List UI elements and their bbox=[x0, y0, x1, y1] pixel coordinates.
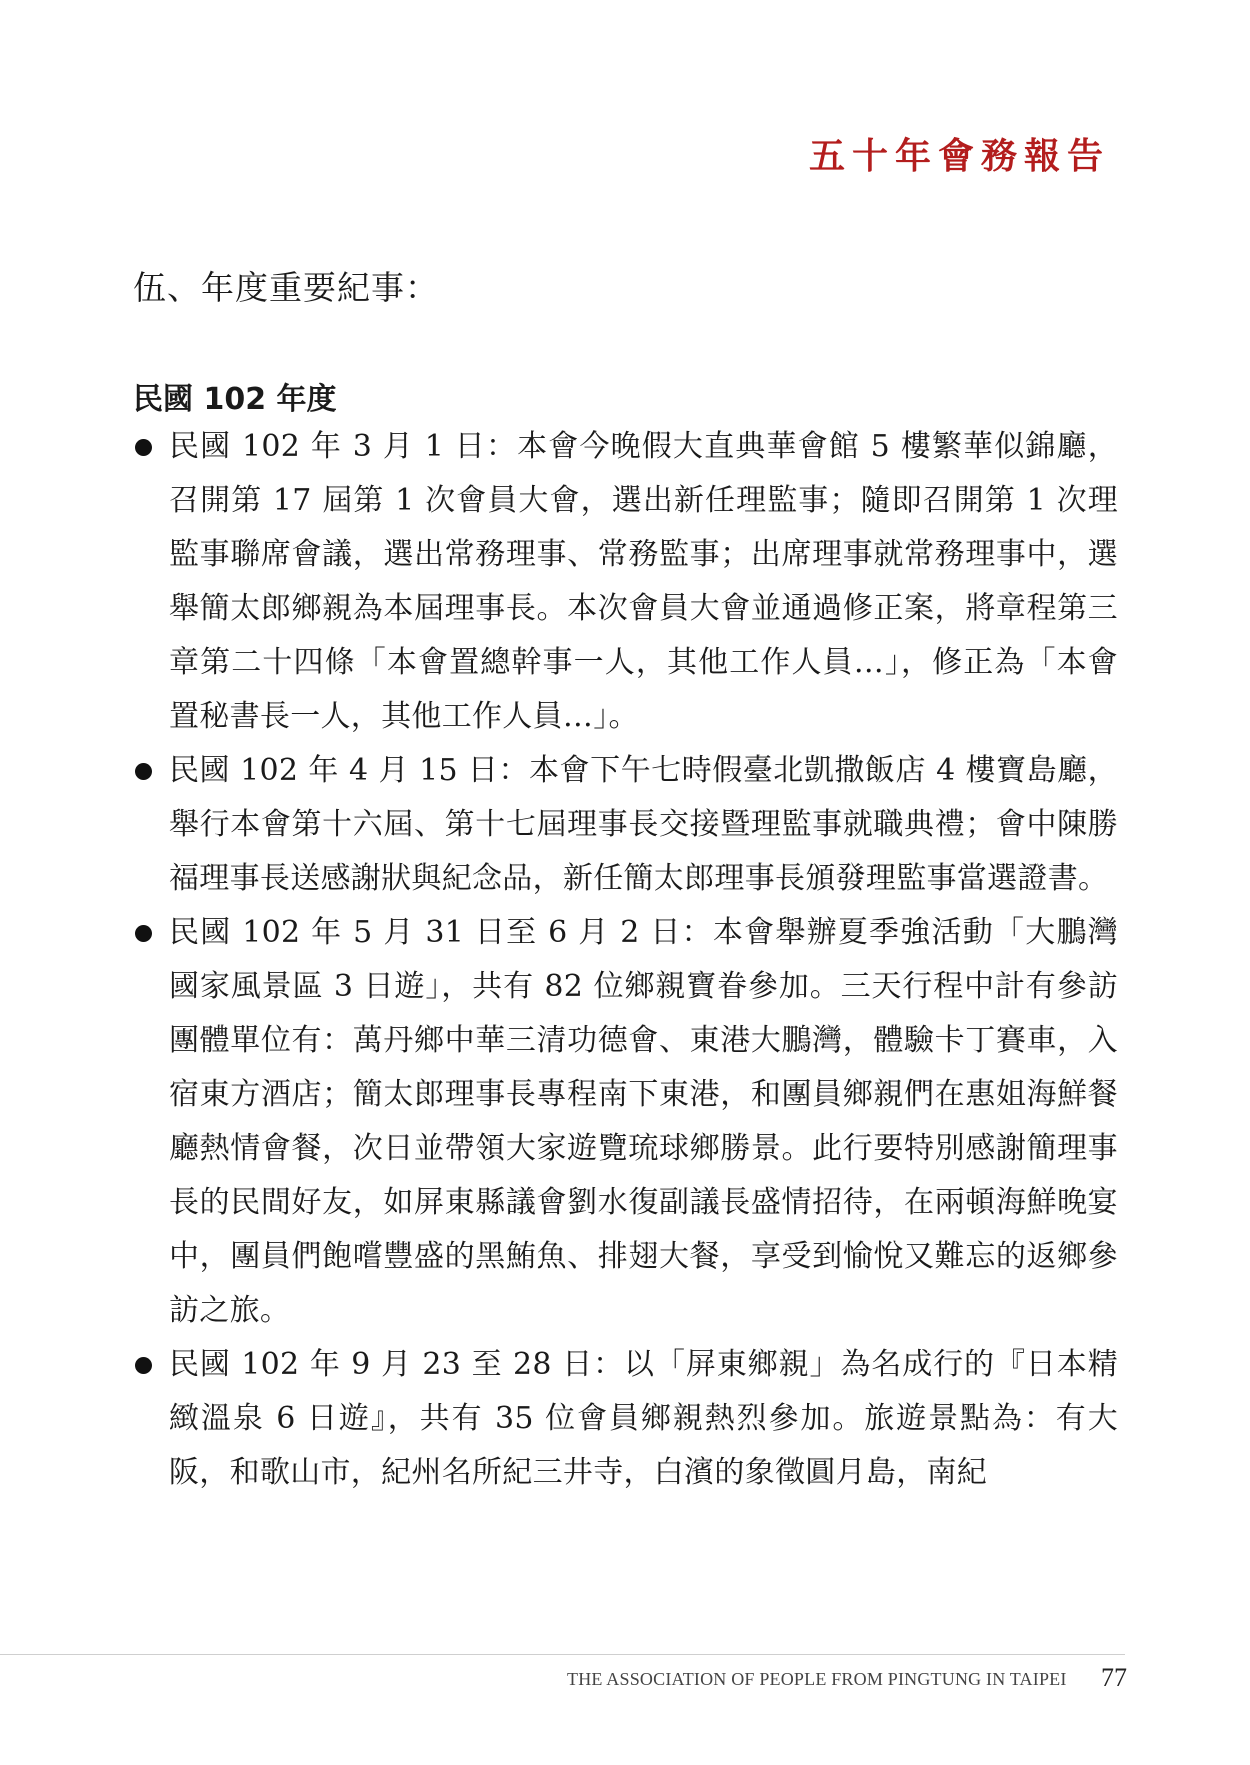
event-text: 民國 102 年 5 月 31 日至 6 月 2 日：本會舉辦夏季強活動「大鵬灣國家風景區 3 日遊」，共有 82 位鄉親寶眷參加。三天行程中計有參訪團體單位有：萬丹鄉中華三清功德會、東港大鵬灣，體驗卡丁賽車，入宿東方酒店；簡太郎理事長專程南下東港，和團員鄉親們在惠姐海鮮餐廳熱情會餐，次日並帶領大家遊覽琉球鄉勝景。此行要特別感謝簡理事長的民間好友，如屏東縣議會劉水復副議長盛情招待，在兩頓海鮮晚宴中，團員們飽嚐豐盛的黑鮪魚、排翅大餐，享受到愉悅又難忘的返鄉參訪之旅。 bbox=[169, 915, 1118, 1328]
event-item bbox=[133, 906, 1118, 1338]
running-head-title: 五十年會務報告 bbox=[808, 135, 1110, 177]
bullet-icon bbox=[135, 1357, 152, 1374]
event-list bbox=[133, 420, 1118, 1500]
section-heading: 伍、年度重要紀事： bbox=[133, 268, 439, 307]
bullet-icon bbox=[135, 439, 152, 456]
event-item bbox=[133, 420, 1118, 744]
page-number: 77 bbox=[1101, 1663, 1127, 1692]
footer-caption: THE ASSOCIATION OF PEOPLE FROM PINGTUNG IN TAIPEI bbox=[567, 1669, 1067, 1689]
event-text: 民國 102 年 4 月 15 日：本會下午七時假臺北凱撒飯店 4 樓寶島廳，舉行本會第十六屆、第十七屆理事長交接暨理監事就職典禮；會中陳勝福理事長送感謝狀與紀念品，新任簡太郎理事長頒發理監事當選證書。 bbox=[169, 753, 1118, 896]
bullet-icon bbox=[135, 925, 152, 942]
event-item bbox=[133, 744, 1118, 906]
year-heading: 民國 102 年度 bbox=[133, 382, 337, 417]
event-item bbox=[133, 1338, 1118, 1500]
bullet-icon bbox=[135, 763, 152, 780]
footer-divider bbox=[0, 1654, 1125, 1655]
event-text: 民國 102 年 9 月 23 至 28 日：以「屏東鄉親」為名成行的『日本精緻溫泉 6 日遊』，共有 35 位會員鄉親熱烈參加。旅遊景點為：有大阪，和歌山市，紀州名所紀三井寺，白濱的象徵圓月島，南紀 bbox=[169, 1347, 1118, 1490]
event-text: 民國 102 年 3 月 1 日：本會今晚假大直典華會館 5 樓繁華似錦廳，召開第 17 屆第 1 次會員大會，選出新任理監事；隨即召開第 1 次理監事聯席會議，選出常務理事、常務監事；出席理事就常務理事中，選舉簡太郎鄉親為本屆理事長。本次會員大會並通過修正案，將章程第三章第二十四條「本會置總幹事一人，其他工作人員…」，修正為「本會置秘書長一人，其他工作人員…」。 bbox=[169, 429, 1118, 734]
